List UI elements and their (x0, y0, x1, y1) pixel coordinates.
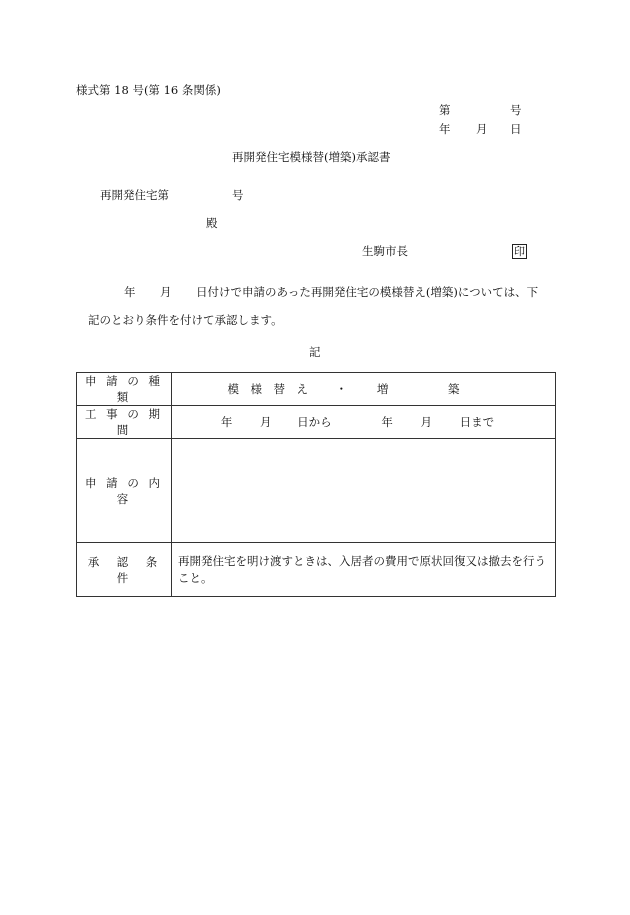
application-type-cell (172, 373, 556, 406)
table-row (77, 439, 556, 543)
table-row (77, 373, 556, 406)
body-month: 月 (160, 285, 172, 299)
form-number: 様式第 18 号(第 16 条関係) (76, 83, 221, 97)
row-label-approval-conditions: 承 認 条 件 (77, 543, 172, 597)
document-number-suffix: 号 (510, 103, 522, 117)
ki-marker: 記 (309, 345, 321, 359)
approval-table (76, 372, 556, 597)
date-day: 日 (510, 122, 522, 136)
period-end-year: 年 (381, 415, 393, 429)
period-start-year: 年 (220, 415, 233, 429)
row-label-application-content: 申 請 の 内 容 (77, 439, 172, 543)
type-remodel: 模 様 替 え (227, 382, 309, 396)
type-separator: ・ (335, 382, 348, 396)
seal-mark (510, 244, 527, 259)
row-label-application-type: 申 請 の 種 類 (77, 373, 172, 406)
seal-text: 印 (514, 245, 525, 258)
row-label-work-period: 工 事 の 期 間 (77, 406, 172, 439)
date-month: 月 (476, 122, 488, 136)
recipient-honorific: 殿 (206, 216, 218, 230)
house-number-prefix: 再開発住宅第 (100, 188, 169, 202)
body-line-1: 日付けで申請のあった再開発住宅の模様替え(増築)については、下 (196, 285, 539, 299)
period-start-month: 月 (260, 415, 272, 429)
house-number-suffix: 号 (232, 188, 244, 202)
type-extension-2: 築 (447, 382, 460, 396)
document-number-prefix: 第 (439, 103, 451, 117)
table-row (77, 543, 556, 597)
document-title: 再開発住宅模様替(増築)承認書 (232, 150, 391, 164)
period-end-day: 日まで (459, 415, 495, 429)
application-content-cell[interactable] (172, 439, 556, 543)
period-start-day: 日から (297, 415, 332, 429)
period-end-month: 月 (420, 415, 432, 429)
body-year: 年 (124, 285, 136, 299)
approval-conditions-text: 再開発住宅を明け渡すときは、入居者の費用で原状回復又は撤去を行うこと。 (172, 543, 556, 597)
body-line-2: 記のとおり条件を付けて承認します。 (88, 313, 283, 327)
table-row (77, 406, 556, 439)
date-year: 年 (439, 122, 451, 136)
type-extension-1: 増 (376, 382, 389, 396)
work-period-cell (172, 406, 556, 439)
issuer-name: 生駒市長 (362, 244, 408, 258)
